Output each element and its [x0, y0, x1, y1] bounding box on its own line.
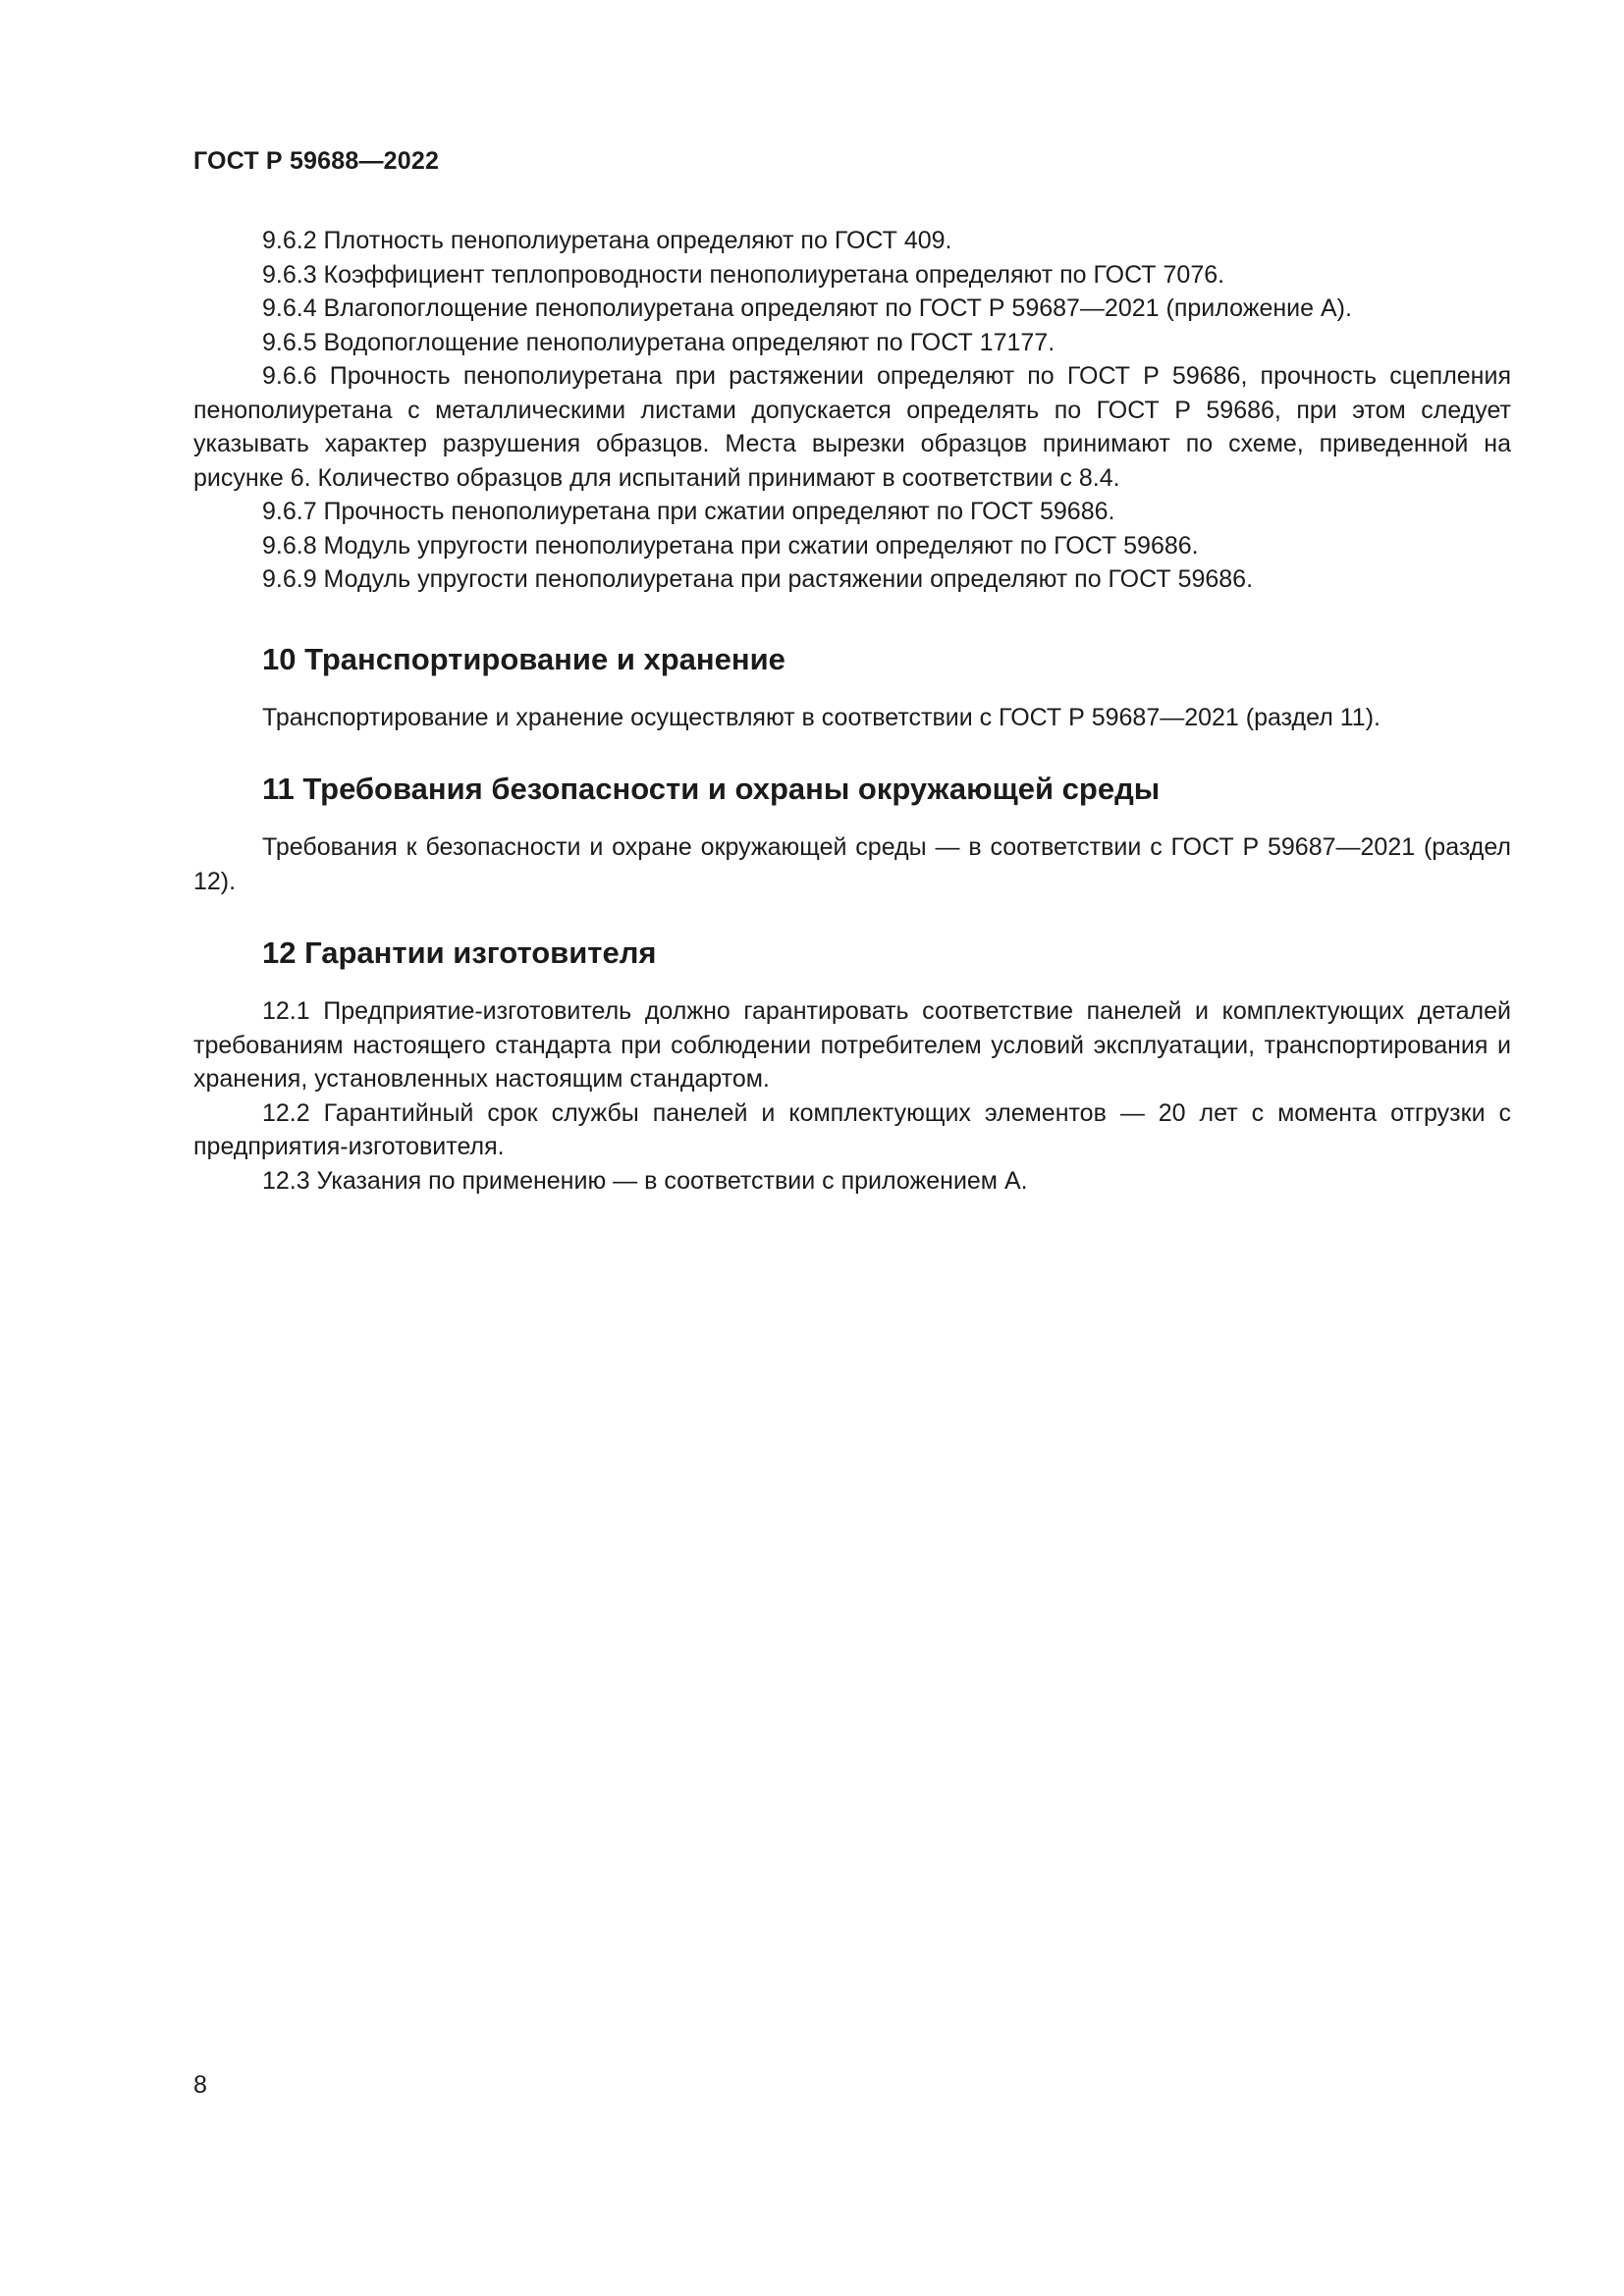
clause-9-6-6: 9.6.6 Прочность пенополиуретана при растяжении определяют по ГОСТ Р 59686, прочность сцепления пенополиуретана с металлическими листами допускается определять по ГОСТ Р 59686, при этом следует указывать характер разрушения образцов. Места вырезки образцов принимают по схеме, приведенной на рисунке 6. Количество образцов для испытаний принимают в соответствии с 8.4. — [193, 362, 1511, 492]
clause-12-3: 12.3 Указания по применению — в соответствии с приложением А. — [262, 1166, 1028, 1195]
document-body — [193, 224, 1511, 1198]
section-12-title: 12 Гарантии изготовителя — [262, 935, 657, 970]
clause-9-6-4: 9.6.4 Влагопоглощение пенополиуретана определяют по ГОСТ Р 59687—2021 (приложение А). — [262, 294, 1352, 322]
page-number: 8 — [193, 2071, 207, 2099]
clause-9-6-7: 9.6.7 Прочность пенополиуретана при сжатии определяют по ГОСТ 59686. — [262, 498, 1115, 525]
clause-12-1: 12.1 Предприятие-изготовитель должно гарантировать соответствие панелей и комплектующих деталей требованиям настоящего стандарта при соблюдении потребителем условий эксплуатации, транспортирования и хранения, установленных настоящим стандартом. — [193, 997, 1511, 1093]
section-10-text: Транспортирование и хранение осуществляют в соответствии с ГОСТ Р 59687—2021 (раздел 11). — [262, 703, 1380, 731]
section-11-title: 11 Требования безопасности и охраны окружающей среды — [262, 772, 1161, 806]
clause-9-6-3: 9.6.3 Коэффициент теплопроводности пенополиуретана определяют по ГОСТ 7076. — [262, 260, 1225, 289]
clause-9-6-2: 9.6.2 Плотность пенополиуретана определяют по ГОСТ 409. — [262, 227, 952, 254]
document-header: ГОСТ Р 59688—2022 — [193, 147, 440, 175]
clause-9-6-5: 9.6.5 Водопоглощение пенополиуретана определяют по ГОСТ 17177. — [262, 328, 1056, 356]
section-11-text: Требования к безопасности и охране окружающей среды — в соответствии с ГОСТ Р 59687—2021 (раздел 12). — [193, 833, 1511, 895]
clause-12-2: 12.2 Гарантийный срок службы панелей и комплектующих элементов — 20 лет с момента отгрузки с предприятия-изготовителя. — [193, 1098, 1511, 1160]
clause-9-6-9: 9.6.9 Модуль упругости пенополиуретана при растяжении определяют по ГОСТ 59686. — [262, 565, 1254, 593]
section-10-title: 10 Транспортирование и хранение — [262, 641, 785, 676]
clause-9-6-8: 9.6.8 Модуль упругости пенополиуретана при сжатии определяют по ГОСТ 59686. — [262, 531, 1199, 560]
document-page — [193, 0, 1511, 2296]
